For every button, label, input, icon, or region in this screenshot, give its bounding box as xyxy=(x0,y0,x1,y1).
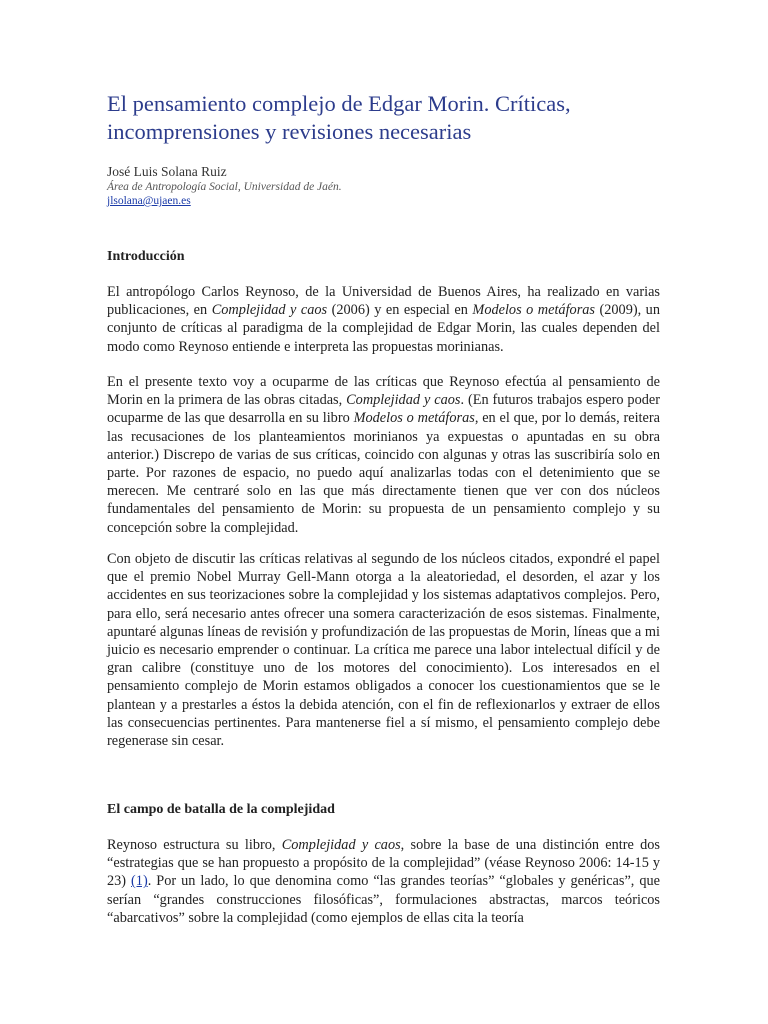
author-email-link[interactable]: jlsolana@ujaen.es xyxy=(107,195,191,207)
paragraph-3: Con objeto de discutir las críticas relativas al segundo de los núcleos citados, expondré el papel que el premio Nobel Murray Gell-Mann otorga a la aleatoriedad, el desorden, el azar y los accidentes en sus teorizaciones sobre la complejidad y los sistemas adaptativos complejos. Pero, para ello, será necesario antes ofrecer una somera caracterización de esos sistemas. Finalmente, apuntaré algunas líneas de revisión y profundización de las propuestas de Morin, líneas que a mi juicio es necesario emprender o continuar. La crítica me parece una labor intelectual difícil y de gran calibre (constituye uno de los motores del conocimiento). Los interesados en el pensamiento complejo de Morin estamos obligados a conocer los cuestionamientos que se le plantean y a prestarles a éstos la debida atención, con el fin de reflexionarlos y extraer de ellos las consecuencias pertinentes. Para mantenerse fiel a sí mismo, el pensamiento complejo debe regenerase sin cesar. xyxy=(107,551,660,750)
section-heading-campo-de-batalla: El campo de batalla de la complejidad xyxy=(107,802,335,817)
footnote-link-1[interactable]: (1) xyxy=(131,873,148,890)
document-title: El pensamiento complejo de Edgar Morin. Críticas, incomprensiones y revisiones necesarias xyxy=(107,91,571,144)
author-affiliation: Área de Antropología Social, Universidad de Jaén. xyxy=(107,181,342,193)
paragraph-2: En el presente texto voy a ocuparme de las críticas que Reynoso efectúa al pensamiento de Morin en la primera de las obras citadas, Complejidad y caos. (En futuros trabajos espero poder ocuparme de las que desarrolla en su libro Modelos o metáforas, en el que, por lo demás, reitera las recusaciones de los planteamientos morinianos ya expuestas o apuntadas en su obra anterior.) Discrepo de varias de sus críticas, coincido con algunas y otras las suscribiría solo en parte. Por razones de espacio, no puedo aquí analizarlas todas con el detenimiento que se merecen. Me centraré solo en las que más directamente tienen que ver con dos núcleos fundamentales del pensamiento de Morin: su propuesta de un pensamiento complejo y su concepción sobre la complejidad. xyxy=(107,374,660,536)
section-heading-introduccion: Introducción xyxy=(107,249,185,264)
paragraph-4: Reynoso estructura su libro, Complejidad y caos, sobre la base de una distinción entre dos “estrategias que se han propuesto a propósito de la complejidad” (véase Reynoso 2006: 14-15 y 23) (1). Por un lado, lo que denomina como “las grandes teorías” “globales y genéricas”, que serían “grandes construcciones filosóficas”, formulaciones abstractas, marcos teóricos “abarcativos” sobre la complejidad (como ejemplos de ellas cita la teoría xyxy=(107,837,661,926)
paragraph-1: El antropólogo Carlos Reynoso, de la Universidad de Buenos Aires, ha realizado en varias publicaciones, en Complejidad y caos (2006) y en especial en Modelos o metáforas (2009), un conjunto de críticas al paradigma de la complejidad de Edgar Morin, las cuales dependen del modo como Reynoso entiende e interpreta las propuestas morinianas. xyxy=(107,284,660,355)
author-name: José Luis Solana Ruiz xyxy=(107,164,227,179)
